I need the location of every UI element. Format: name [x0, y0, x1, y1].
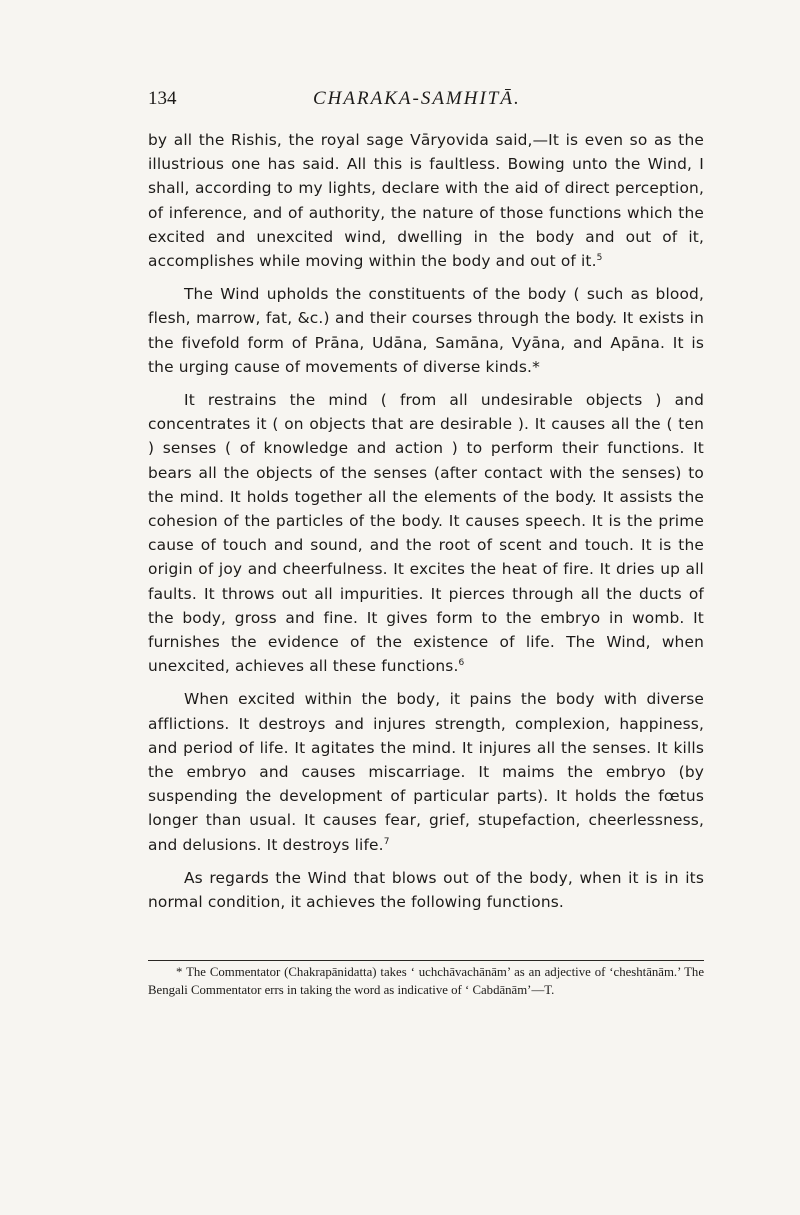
paragraph-5-text: As regards the Wind that blows out of the body, when it is in its normal condition, it achieves the following functions. [148, 868, 704, 912]
footnote-text: * The Commentator (Chakrapānidatta) takes ‘ uchchāvachānām’ as an adjective of ‘cheshtānām.’ The Bengali Commentator errs in taking the word as indicative of ‘ Cabdānām’—T. [148, 965, 704, 997]
paragraph-1-text: by all the Rishis, the royal sage Vāryovida said,—It is even so as the illustrious one has said. All this is faultless. Bowing unto the Wind, I shall, according to my lights, declare with the aid of direct perception, of inference, and of authority, the nature of those functions which the excited and unexcited wind, dwelling in the body and out of it, accomplishes while moving within the body and out of it. [148, 131, 704, 271]
page-header [148, 88, 704, 118]
paragraph-1 [148, 128, 704, 273]
paragraph-4-text: When excited within the body, it pains the body with diverse afflictions. It destroys and injures strength, complexion, happiness, and period of life. It agitates the mind. It injures all the senses. It kills the embryo and causes miscarriage. It maims the embryo (by suspending the development of particular parts). It holds the fœtus longer than usual. It causes fear, grief, stupefaction, cheerlessness, and delusions. It destroys life. [148, 690, 704, 854]
paragraph-5 [148, 866, 704, 914]
paragraph-4 [148, 687, 704, 856]
note-marker-5: 5 [596, 253, 603, 264]
page-number: 134 [148, 88, 177, 109]
paragraph-3-text: It restrains the mind ( from all undesirable objects ) and concentrates it ( on objects that are desirable ). It causes all the ( ten ) senses ( of knowledge and action ) to perform their functions. It bears all the objects of the senses (after contact with the senses) to the mind. It holds together all the elements of the body. It assists the cohesion of the particles of the body. It causes speech. It is the prime cause of touch and sound, and the root of scent and touch. It is the origin of joy and cheerfulness. It excites the heat of fire. It dries up all faults. It throws out all impurities. It pierces through all the ducts of the body, gross and fine. It gives form to the embryo in womb. It furnishes the evidence of the existence of life. The Wind, when unexcited, achieves all these functions. [148, 391, 704, 676]
footnote-marker: * [532, 357, 540, 376]
paragraph-2-text: The Wind upholds the constituents of the body ( such as blood, flesh, marrow, fat, &c.) and their courses through the body. It exists in the fivefold form of Prāna, Udāna, Samāna, Vyāna, and Apāna. It is the urging cause of movements of diverse kinds. [148, 285, 704, 376]
page [148, 88, 704, 997]
footnote-divider [148, 960, 704, 961]
running-title: CHARAKA-SAMHITĀ. [313, 88, 521, 109]
paragraph-3 [148, 388, 704, 678]
footnote [148, 964, 704, 999]
note-marker-6: 6 [458, 658, 465, 669]
note-marker-7: 7 [383, 836, 390, 847]
paragraph-2 [148, 282, 704, 379]
